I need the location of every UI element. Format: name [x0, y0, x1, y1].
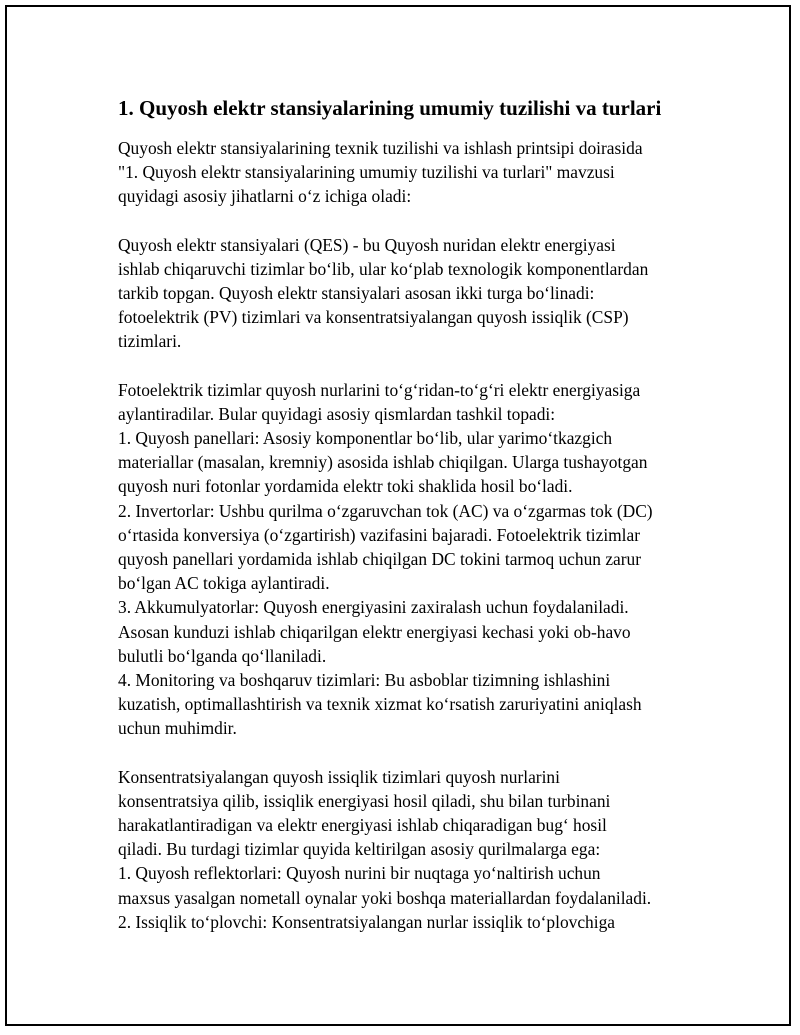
text-line: 3. Akkumulyatorlar: Quyosh energiyasini zaxiralash uchun foydalaniladi.: [118, 597, 629, 618]
text-line: 1. Quyosh panellari: Asosiy komponentlar boʻlib, ular yarimoʻtkazgich: [118, 428, 613, 449]
text-line: 4. Monitoring va boshqaruv tizimlari: Bu asboblar tizimning ishlashini: [118, 670, 611, 691]
text-line: 2. Issiqlik toʻplovchi: Konsentratsiyalangan nurlar issiqlik toʻplovchiga: [118, 911, 616, 932]
text-line: ishlab chiqaruvchi tizimlar boʻlib, ular koʻplab texnologik komponentlardan: [118, 258, 649, 279]
text-line: 2. Invertorlar: Ushbu qurilma oʻzgaruvchan tok (AC) va oʻzgarmas tok (DC): [118, 500, 653, 521]
text-line: 1. Quyosh reflektorlari: Quyosh nurini bir nuqtaga yoʻnaltirish uchun: [118, 863, 601, 884]
paragraph-photovoltaic: [118, 378, 698, 741]
text-line: quyidagi asosiy jihatlarni oʻz ichiga oladi:: [118, 186, 412, 207]
text-line: quyosh panellari yordamida ishlab chiqilgan DC tokini tarmoq uchun zarur: [118, 549, 642, 570]
paragraph-intro: [118, 136, 698, 209]
text-line: Quyosh elektr stansiyalari (QES) - bu Quyosh nuridan elektr energiyasi: [118, 234, 616, 255]
paragraph-qes-definition: [118, 233, 698, 354]
text-line: uchun muhimdir.: [118, 718, 237, 739]
text-line: tarkib topgan. Quyosh elektr stansiyalari asosan ikki turga boʻlinadi:: [118, 283, 595, 304]
text-line: quyosh nuri fotonlar yordamida elektr toki shaklida hosil boʻladi.: [118, 476, 573, 497]
text-line: Asosan kunduzi ishlab chiqarilgan elektr energiyasi kechasi yoki ob-havo: [118, 621, 631, 642]
text-line: "1. Quyosh elektr stansiyalarining umumiy tuzilishi va turlari" mavzusi: [118, 162, 615, 183]
text-line: materiallar (masalan, kremniy) asosida ishlab chiqilgan. Ularga tushayotgan: [118, 452, 648, 473]
text-line: tizimlari.: [118, 331, 182, 352]
text-line: fotoelektrik (PV) tizimlari va konsentratsiyalangan quyosh issiqlik (CSP): [118, 307, 629, 328]
text-line: boʻlgan AC tokiga aylantiradi.: [118, 573, 330, 594]
paragraph-csp: [118, 765, 698, 934]
text-line: oʻrtasida konversiya (oʻzgartirish) vazifasini bajaradi. Fotoelektrik tizimlar: [118, 524, 641, 545]
text-line: maxsus yasalgan nometall oynalar yoki boshqa materiallardan foydalaniladi.: [118, 887, 652, 908]
text-line: Fotoelektrik tizimlar quyosh nurlarini toʻgʻridan-toʻgʻri elektr energiyasiga: [118, 379, 641, 400]
text-line: qiladi. Bu turdagi tizimlar quyida keltirilgan asosiy qurilmalarga ega:: [118, 839, 601, 860]
text-line: Quyosh elektr stansiyalarining texnik tuzilishi va ishlash printsipi doirasida: [118, 138, 643, 158]
text-line: Konsentratsiyalangan quyosh issiqlik tizimlari quyosh nurlarini: [118, 766, 560, 787]
text-line: aylantiradilar. Bular quyidagi asosiy qismlardan tashkil topadi:: [118, 403, 556, 424]
text-line: konsentratsiya qilib, issiqlik energiyasi hosil qiladi, shu bilan turbinani: [118, 790, 611, 811]
text-line: bulutli boʻlganda qoʻllaniladi.: [118, 645, 327, 666]
document-body: [118, 94, 698, 958]
text-line: kuzatish, optimallashtirish va texnik xizmat koʻrsatish zaruriyatini aniqlash: [118, 694, 642, 715]
document-title: 1. Quyosh elektr stansiyalarining umumiy tuzilishi va turlari: [118, 96, 662, 120]
text-line: harakatlantiradigan va elektr energiyasi ishlab chiqaradigan bugʻ hosil: [118, 815, 607, 836]
